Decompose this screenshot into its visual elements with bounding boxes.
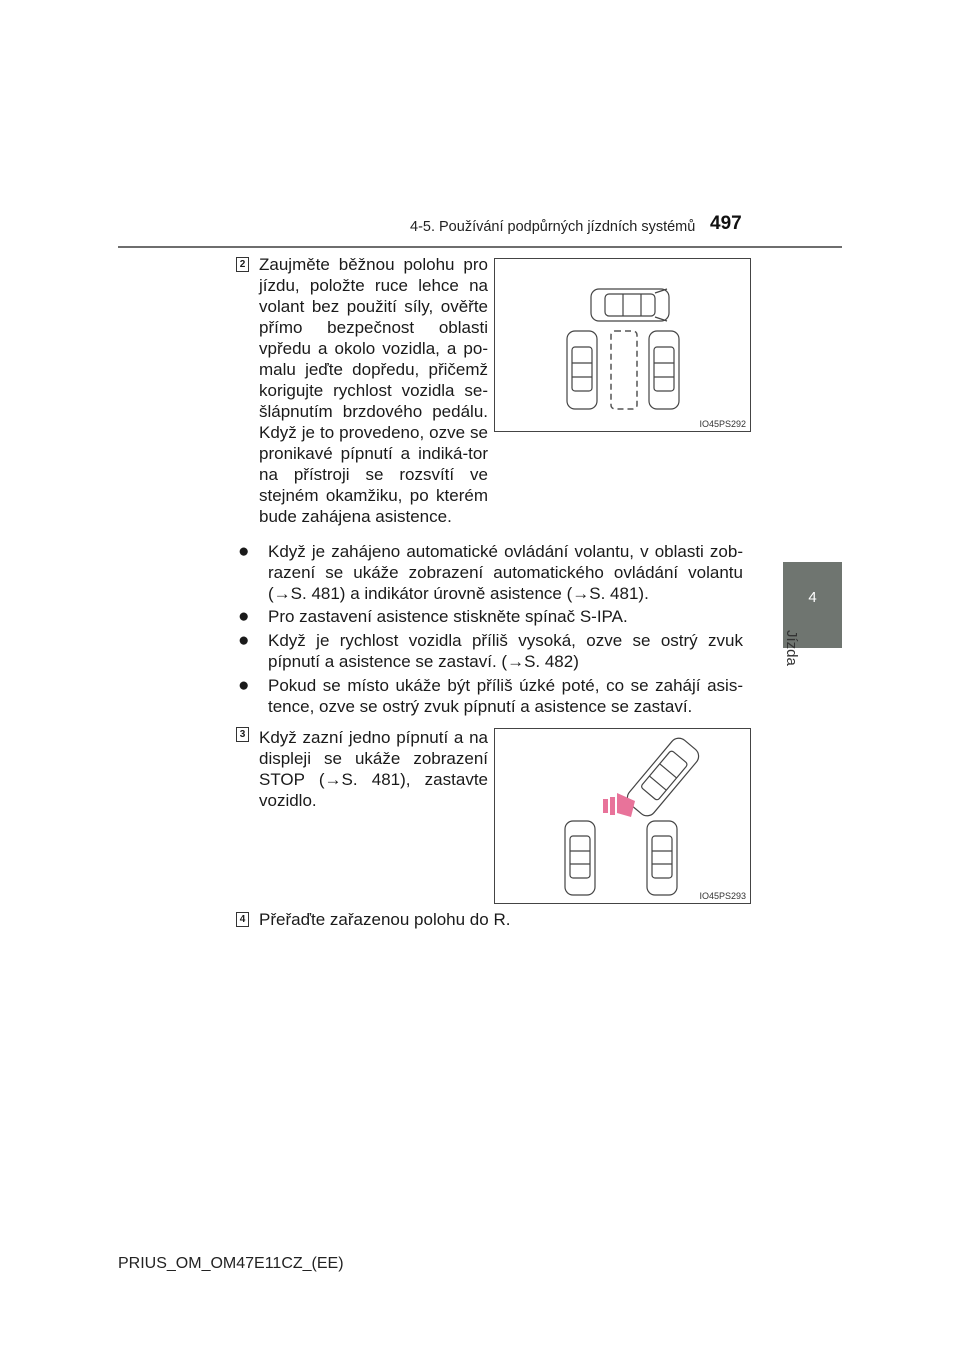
chapter-number: 4 — [808, 589, 817, 606]
section-title: 4-5. Používání podpůrných jízdních systémů — [410, 219, 696, 235]
bullet-icon: ● — [238, 541, 250, 562]
bullet-item — [238, 675, 743, 717]
document-code: PRIUS_OM_OM47E11CZ_(EE) — [118, 1255, 344, 1272]
bullet-icon: ● — [238, 606, 250, 627]
chapter-label: Jízda — [783, 630, 800, 666]
page-number: 497 — [710, 213, 742, 234]
figure-parking-stop — [494, 728, 751, 904]
header-divider — [118, 246, 842, 248]
bullet-text: Když je zahájeno automatické ovládání volantu, v oblasti zob-razení se ukáže zobrazení automatického ovládání volantu (→S. 481) a indikátor úrovně asistence (→S. 481). — [268, 542, 743, 603]
bullet-text: Pro zastavení asistence stiskněte spínač S-IPA. — [268, 607, 628, 626]
bullet-icon: ● — [238, 630, 250, 651]
figure-code: IO45PS292 — [699, 419, 746, 429]
bullet-text: Když je rychlost vozidla příliš vysoká, ozve se ostrý zvuk pípnutí a asistence se zastaví. (→S. 482) — [268, 631, 743, 671]
step-number-2: 2 — [236, 257, 249, 272]
step-2-text: Zaujměte běžnou polohu pro jízdu, položte ruce lehce na volant bez použití síly, ověřte přímo bezpečnost oblasti vpředu a okolo vozidla, a po-malu jeďte dopředu, přičemž korigujte rychlost vozidla se-šlápnutím brzdového pedálu. Když je to provedeno, ozve se pronikavé pípnutí a indiká-tor na přístroji se rozsvítí ve stejném okamžiku, po kterém bude zahájena asistence. — [259, 255, 488, 526]
parking-start-illustration — [495, 259, 750, 431]
step-4-text: Přeřaďte zařazenou polohu do R. — [259, 910, 511, 929]
figure-code: IO45PS293 — [699, 891, 746, 901]
bullet-icon: ● — [238, 675, 250, 696]
bullet-text: Pokud se místo ukáže být příliš úzké poté, co se zahájí asis-tence, ozve se ostrý zvuk pípnutí a asistence se zastaví. — [268, 676, 743, 716]
step-number-3: 3 — [236, 727, 249, 742]
bullet-item — [238, 630, 743, 672]
bullet-item — [238, 606, 743, 627]
step-number-4: 4 — [236, 912, 249, 927]
step-3-text: Když zazní jedno pípnutí a na displeji se ukáže zobrazení STOP (→S. 481), zastavte vozidlo. — [259, 728, 488, 810]
parking-stop-illustration — [495, 729, 750, 903]
bullet-item — [238, 541, 743, 604]
figure-parking-start — [494, 258, 751, 432]
